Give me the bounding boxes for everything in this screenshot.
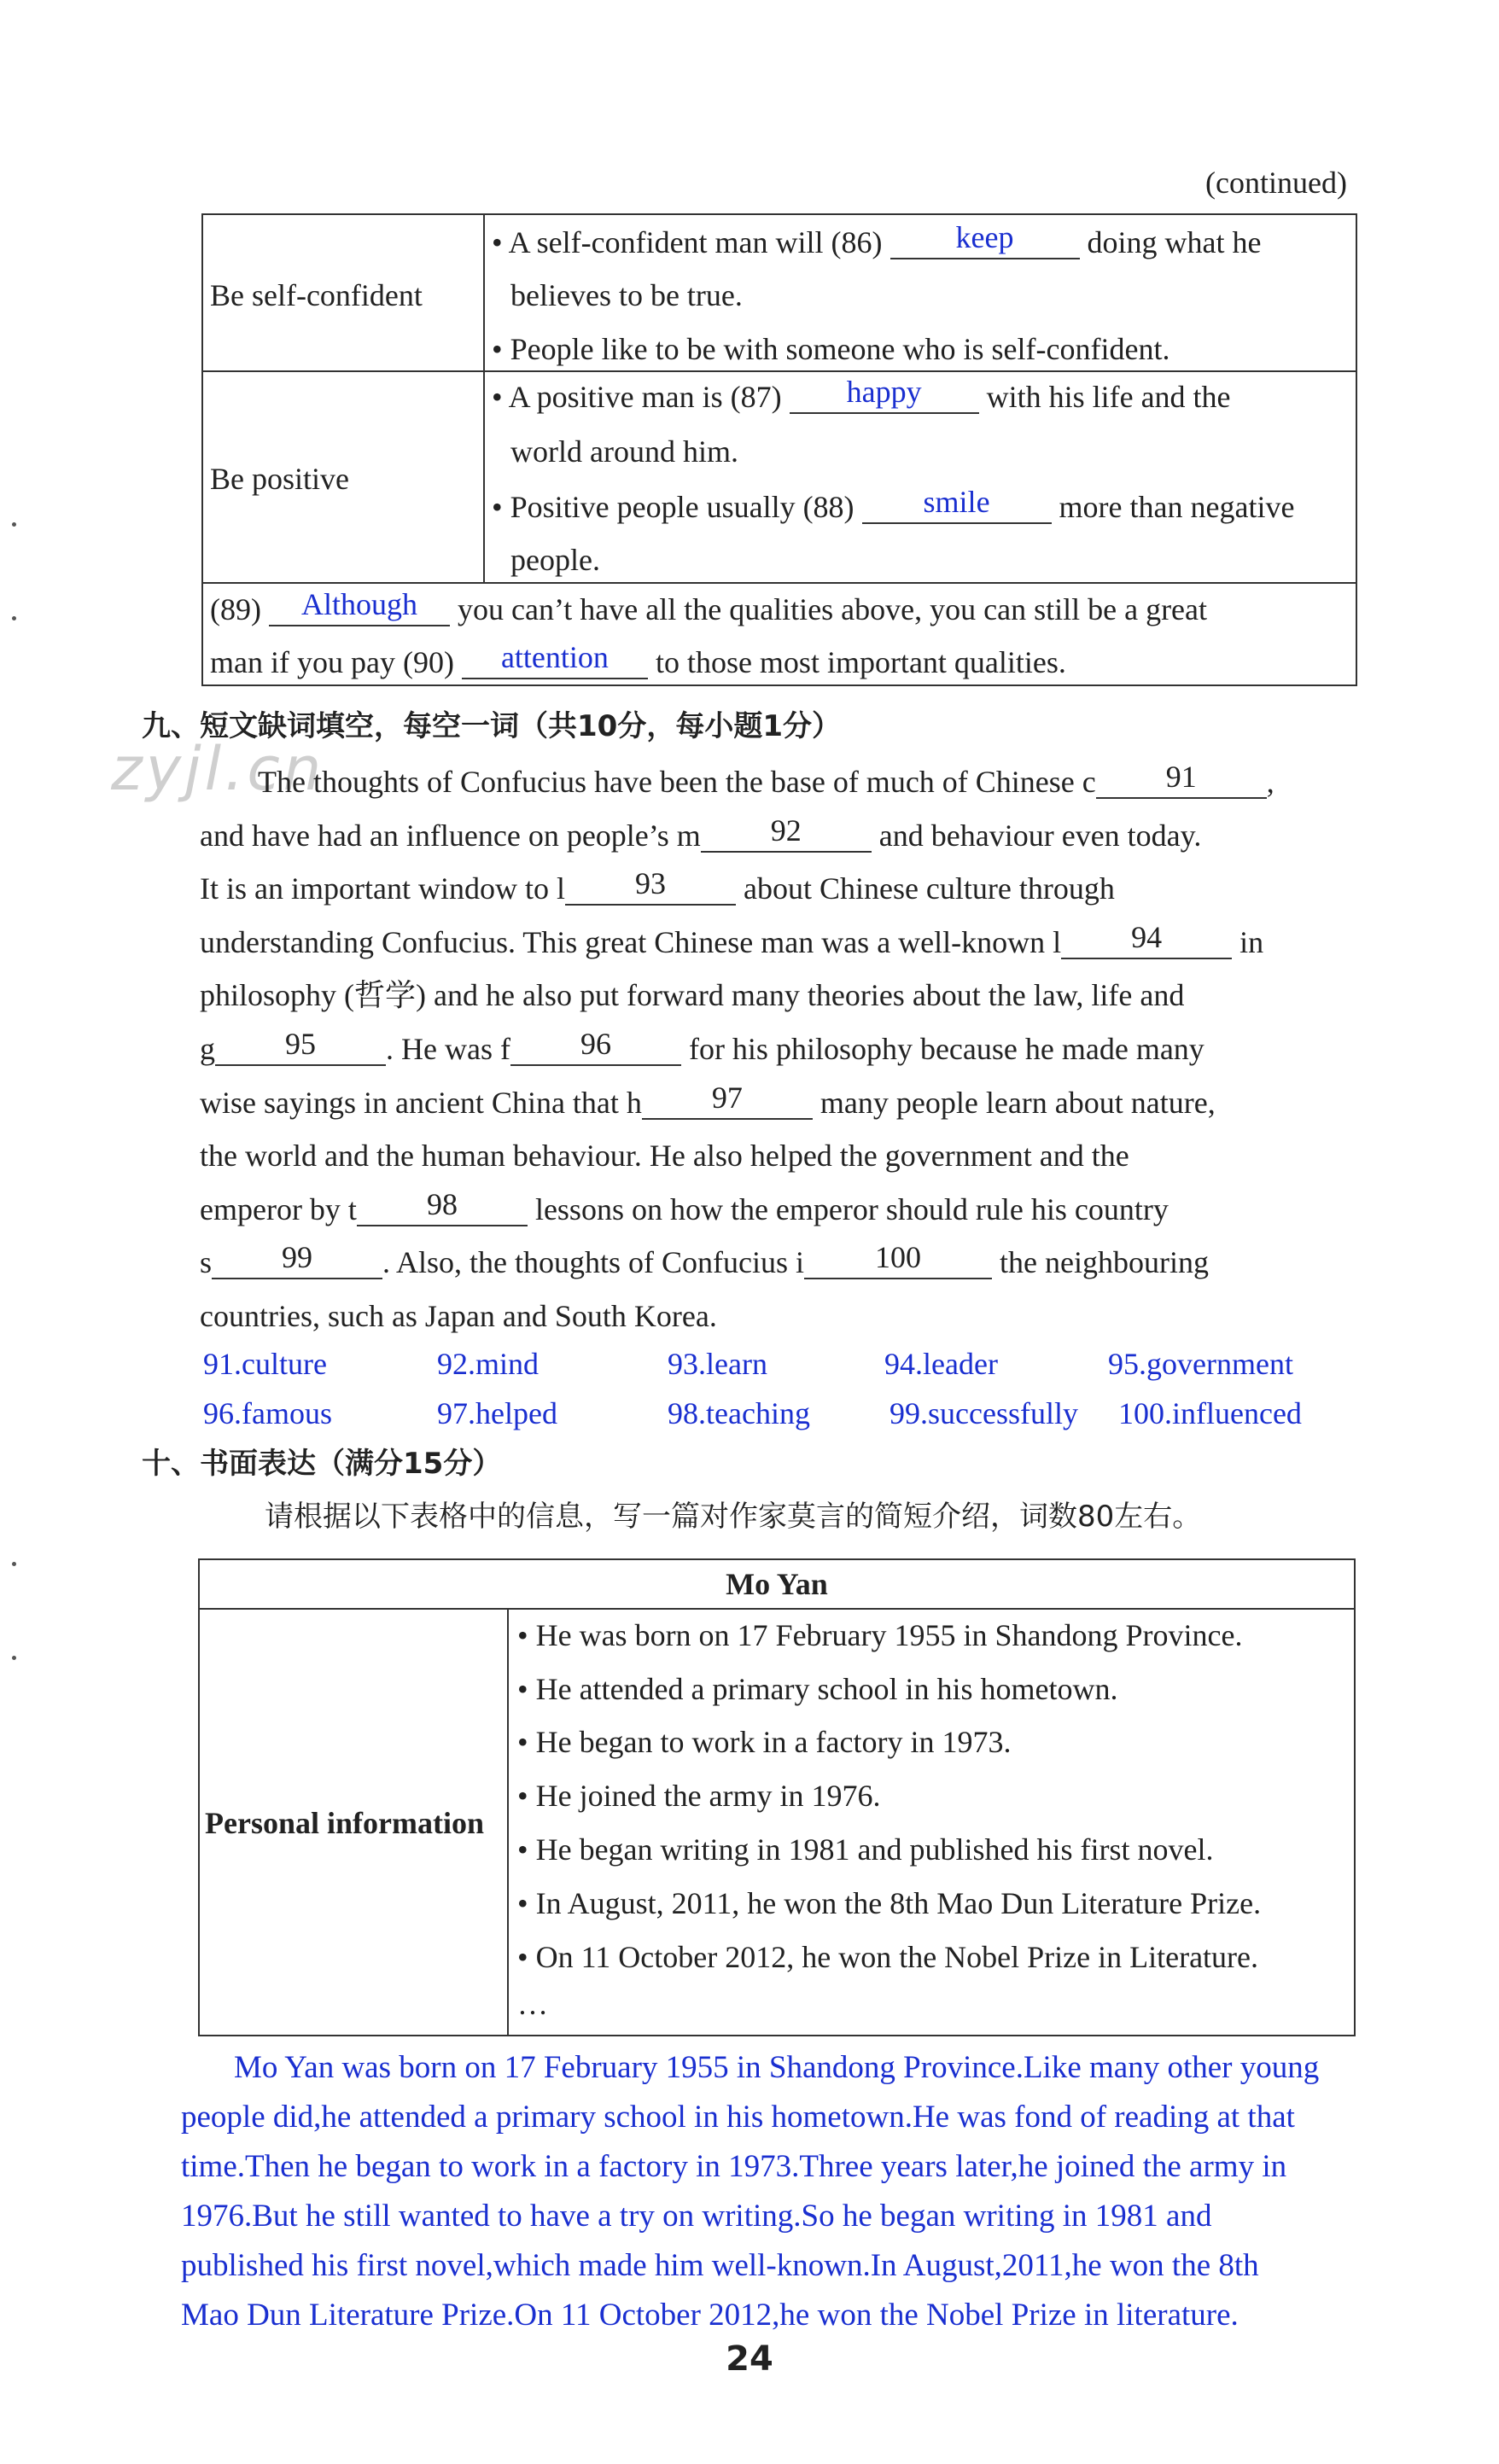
info-bullet: • In August, 2011, he won the 8th Mao Dun Literature Prize. xyxy=(517,1886,1262,1920)
row-label-positive: Be positive xyxy=(210,462,349,496)
row3-line2: man if you pay (90) attention to those most important qualities. xyxy=(210,640,1066,679)
row2-line2: world around him. xyxy=(510,434,738,469)
margin-dot xyxy=(12,1656,16,1660)
answer-97: 97.helped xyxy=(437,1396,557,1430)
essay-line: time.Then he began to work in a factory in 1973.Three years later,he joined the army in xyxy=(181,2149,1287,2184)
answer-95: 95.government xyxy=(1108,1347,1293,1381)
row1-line2: believes to be true. xyxy=(510,278,743,312)
passage-line: The thoughts of Confucius have been the base of much of Chinese c 91 , xyxy=(258,760,1274,799)
row1-line1: • A self-confident man will (86) keep doing what he xyxy=(492,220,1262,259)
answer-99: 99.successfully xyxy=(889,1396,1078,1430)
passage-line: s 99 . Also, the thoughts of Confucius i 100 the neighbouring xyxy=(200,1240,1209,1279)
essay-line: Mo Yan was born on 17 February 1955 in Shandong Province.Like many other young xyxy=(234,2050,1320,2085)
passage-line: and have had an influence on people’s m 92 and behaviour even today. xyxy=(200,813,1202,853)
row-label-self-confident: Be self-confident xyxy=(210,278,423,312)
passage-line: philosophy (哲学) and he also put forward many theories about the law, life and xyxy=(200,978,1185,1012)
row2-line1: • A positive man is (87) happy with his life and the xyxy=(492,375,1231,414)
table-divider xyxy=(483,213,485,584)
section9-title: 九、短文缺词填空，每空一词（共10分，每小题1分） xyxy=(142,709,841,743)
section10-title: 十、书面表达（满分15分） xyxy=(142,1447,502,1481)
section10-instruction: 请根据以下表格中的信息，写一篇对作家莫言的简短介绍，词数80左右。 xyxy=(265,1500,1202,1534)
essay-line: people did,he attended a primary school in his hometown.He was fond of reading at that xyxy=(181,2100,1295,2135)
info-bullet: • He began to work in a factory in 1973. xyxy=(517,1725,1012,1759)
info-bullet: • He attended a primary school in his hometown. xyxy=(517,1672,1118,1706)
info-bullet: • On 11 October 2012, he won the Nobel Prize in Literature. xyxy=(517,1940,1259,1974)
table-divider xyxy=(201,370,1357,372)
margin-dot xyxy=(12,522,16,527)
info-bullet: • He began writing in 1981 and published his first novel. xyxy=(517,1832,1214,1867)
row1-line3: • People like to be with someone who is self-confident. xyxy=(492,332,1170,366)
passage-line: emperor by t 98 lessons on how the emperor should rule his country xyxy=(200,1187,1169,1226)
row3-line1: (89) Although you can’t have all the qualities above, you can still be a great xyxy=(210,587,1208,626)
answer-89: Although xyxy=(300,587,417,621)
essay-line: Mao Dun Literature Prize.On 11 October 2012,he won the Nobel Prize in literature. xyxy=(181,2298,1239,2333)
continued-label: (continued) xyxy=(1205,166,1347,200)
essay-line: published his first novel,which made him well-known.In August,2011,he won the 8th xyxy=(181,2248,1259,2283)
table-divider xyxy=(201,582,1357,584)
answer-90: attention xyxy=(500,640,609,674)
answer-94: 94.leader xyxy=(884,1347,998,1381)
page-number: 24 xyxy=(726,2339,773,2379)
table-divider xyxy=(507,1608,509,2036)
answer-98: 98.teaching xyxy=(668,1396,810,1430)
margin-dot xyxy=(12,616,16,620)
answer-96: 96.famous xyxy=(203,1396,332,1430)
answer-100: 100.influenced xyxy=(1118,1396,1302,1430)
table-header-mo-yan: Mo Yan xyxy=(726,1567,828,1601)
answer-93: 93.learn xyxy=(668,1347,767,1381)
essay-line: 1976.But he still wanted to have a try on writing.So he began writing in 1981 and xyxy=(181,2199,1212,2234)
info-bullet: • He joined the army in 1976. xyxy=(517,1779,881,1813)
row2-line4: people. xyxy=(510,543,600,577)
passage-line: countries, such as Japan and South Korea. xyxy=(200,1299,717,1333)
passage-line: It is an important window to l 93 about Chinese culture through xyxy=(200,866,1115,906)
passage-line: understanding Confucius. This great Chinese man was a well-known l 94 in xyxy=(200,920,1264,959)
info-bullet-ellipsis: … xyxy=(517,1987,548,2021)
margin-dot xyxy=(12,1562,16,1566)
passage-line: the world and the human behaviour. He also helped the government and the xyxy=(200,1139,1129,1173)
row2-line3: • Positive people usually (88) smile more than negative xyxy=(492,485,1295,524)
table-divider xyxy=(198,1608,1356,1610)
watermark-logo: zyjl.cn xyxy=(111,734,325,804)
answer-92: 92.mind xyxy=(437,1347,540,1381)
passage-line: wise sayings in ancient China that h 97 many people learn about nature, xyxy=(200,1081,1216,1120)
row-label-personal-info: Personal information xyxy=(205,1806,484,1840)
answer-91: 91.culture xyxy=(203,1347,327,1381)
passage-line: g 95 . He was f 96 for his philosophy because he made many xyxy=(200,1027,1204,1066)
info-bullet: • He was born on 17 February 1955 in Shandong Province. xyxy=(517,1618,1243,1652)
answer-86: keep xyxy=(955,220,1014,254)
answer-87: happy xyxy=(846,375,922,409)
answer-88: smile xyxy=(923,485,990,519)
